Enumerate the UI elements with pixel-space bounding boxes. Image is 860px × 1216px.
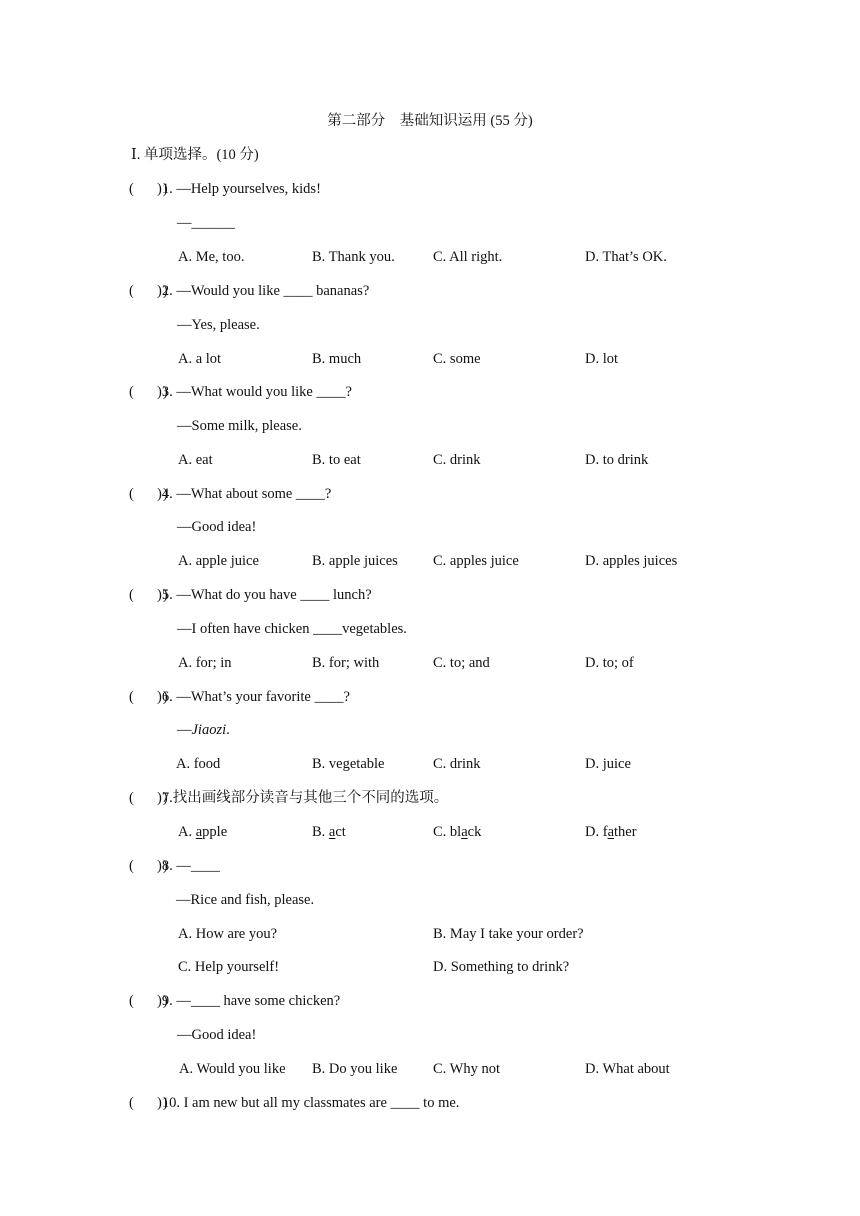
option-b: B. for; with <box>312 655 380 671</box>
option-d: D. What about <box>585 1061 670 1077</box>
option-c: C. All right. <box>433 249 503 265</box>
option-text: C. bl <box>433 824 462 840</box>
underlined-letter: a <box>195 824 203 840</box>
option-c: C. Help yourself! <box>178 959 280 975</box>
question-stem: )6. —What’s your favorite ____? <box>157 689 350 705</box>
answer-bracket[interactable]: ( ) <box>129 790 168 806</box>
option-d <box>585 823 637 841</box>
section-heading: Ⅰ. 单项选择。(10 分) <box>131 147 259 163</box>
question-reply: —Good idea! <box>177 519 257 535</box>
option-a: A. food <box>176 756 221 772</box>
option-b: B. apple juices <box>312 553 398 569</box>
option-b: B. much <box>312 351 362 367</box>
option-c <box>433 823 481 841</box>
option-a: A. apple juice <box>178 553 259 569</box>
answer-bracket[interactable]: ( ) <box>129 1095 168 1111</box>
option-d: D. Something to drink? <box>433 959 570 975</box>
option-d: D. That’s OK. <box>585 249 667 265</box>
part-title: 第二部分 基础知识运用 (55 分) <box>327 113 533 129</box>
option-text: ck <box>467 824 482 840</box>
question-reply: —Some milk, please. <box>177 418 302 434</box>
option-a: A. eat <box>178 452 213 468</box>
question-reply: —Yes, please. <box>177 317 260 333</box>
question-stem: )1. —Help yourselves, kids! <box>157 181 321 197</box>
underlined-letter: a <box>461 824 468 840</box>
option-c: C. apples juice <box>433 553 519 569</box>
option-b: B. vegetable <box>312 756 385 772</box>
underlined-letter: a <box>607 824 614 840</box>
option-b: B. to eat <box>312 452 361 468</box>
option-b: B. Thank you. <box>312 249 395 265</box>
option-d: D. apples juices <box>585 553 678 569</box>
question-stem: )2. —Would you like ____ bananas? <box>157 283 370 299</box>
answer-bracket[interactable]: ( ) <box>129 486 168 502</box>
option-a: A. How are you? <box>178 926 278 942</box>
answer-bracket[interactable]: ( ) <box>129 384 168 400</box>
reply-dash: — <box>177 722 192 738</box>
option-c: C. to; and <box>433 655 490 671</box>
option-text: ther <box>614 824 637 840</box>
answer-bracket[interactable]: ( ) <box>129 283 168 299</box>
option-c: C. drink <box>433 756 481 772</box>
option-b: B. Do you like <box>312 1061 398 1077</box>
question-stem: )3. —What would you like ____? <box>157 384 352 400</box>
answer-bracket[interactable]: ( ) <box>129 587 168 603</box>
option-c: C. drink <box>433 452 481 468</box>
option-c: C. Why not <box>433 1061 500 1077</box>
option-d: D. to drink <box>585 452 649 468</box>
answer-bracket[interactable]: ( ) <box>129 181 168 197</box>
reply-italic-word: Jiaozi <box>191 722 227 738</box>
question-reply: —Rice and fish, please. <box>176 892 315 908</box>
option-d: D. juice <box>585 756 631 772</box>
option-c: C. some <box>433 351 481 367</box>
question-reply <box>177 721 230 739</box>
question-stem: )4. —What about some ____? <box>157 486 332 502</box>
question-stem: )9. —____ have some chicken? <box>157 993 341 1009</box>
question-stem: )8. —____ <box>157 858 220 874</box>
option-a: A. for; in <box>178 655 232 671</box>
question-stem: )5. —What do you have ____ lunch? <box>157 587 372 603</box>
option-b: B. May I take your order? <box>433 926 584 942</box>
option-d: D. lot <box>585 351 619 367</box>
option-text: A. <box>178 824 196 840</box>
option-a: A. Would you like <box>179 1061 286 1077</box>
question-stem: )10. I am new but all my classmates are ____ to me. <box>157 1095 460 1111</box>
option-text: ct <box>335 824 346 840</box>
option-a: A. a lot <box>178 351 222 367</box>
answer-bracket[interactable]: ( ) <box>129 858 168 874</box>
question-reply: —Good idea! <box>177 1027 257 1043</box>
question-stem: )7.找出画线部分读音与其他三个不同的选项。 <box>157 790 449 806</box>
reply-end: . <box>226 722 230 738</box>
option-d: D. to; of <box>585 655 634 671</box>
answer-bracket[interactable]: ( ) <box>129 993 168 1009</box>
underlined-letter: a <box>328 824 336 840</box>
option-a: A. Me, too. <box>178 249 245 265</box>
option-text: D. f <box>585 824 608 840</box>
question-reply: —______ <box>177 215 235 231</box>
option-text: pple <box>202 824 228 840</box>
option-a <box>178 823 227 841</box>
option-text: B. <box>312 824 329 840</box>
option-b <box>312 823 346 841</box>
answer-bracket[interactable]: ( ) <box>129 689 168 705</box>
question-reply: —I often have chicken ____vegetables. <box>177 621 407 637</box>
